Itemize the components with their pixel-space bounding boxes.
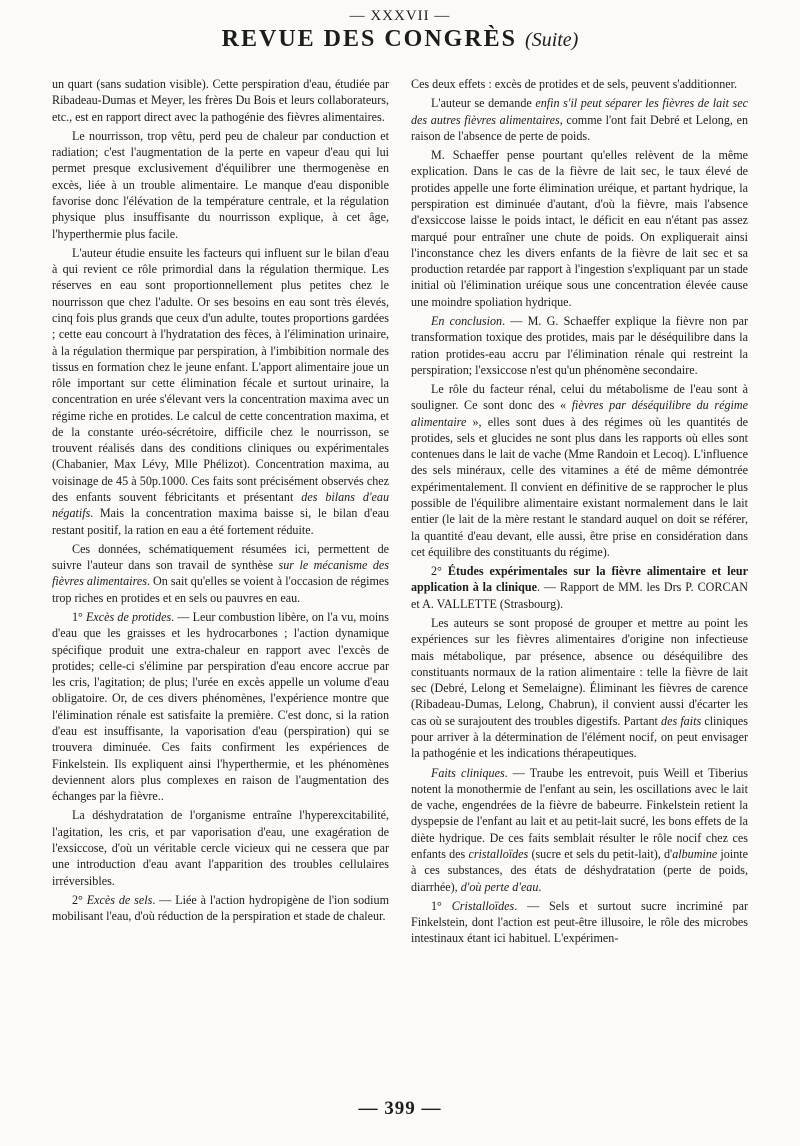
page-number: — 399 — [358, 1098, 442, 1119]
text-run: fièvres par déséquilibre du régime alimentaire [411, 398, 748, 429]
text-run: un quart (sans sudation visible). Cette perspiration d'eau, étudiée par Ribadeau-Dumas et Meyer, les frères Du Bois et leurs collaborateurs, etc., est en rapport direct avec la pathogénie des fièvres alimentaires. [52, 77, 389, 124]
text-run: cliniques pour arriver à la détermination de l'élément nocif, on peut envisager la pathogénie et les indications thérapeutiques. [411, 713, 748, 761]
text-run: albumine [672, 846, 718, 861]
text-run: Les auteurs se sont proposé de grouper et mettre au point les expériences sur les fièvres alimentaires d'origine non infectieuse mais métabolique, par présence, absence ou déséquilibre des constituants normaux de la ration alimentaire : telle la fièvre de lait sec (Debré, Lelong et Semelaigne). Éliminant les fièvres de carence (Ribadeau-Dumas, Lelong, Chabrun), il convient aussi d'écarter les cas où se surajoutent des troubles digestifs. Partant [411, 616, 748, 728]
text-run: En conclusion [431, 313, 503, 328]
text-run: Le rôle du facteur rénal, celui du métabolisme de l'eau sont à souligner. Ce sont donc des « [411, 382, 748, 413]
paragraph [52, 245, 389, 538]
text-run: . — Rapport de MM. les Drs P. CORCAN et A. VALLETTE (Strasbourg). [411, 580, 748, 611]
text-run: d'où perte d'eau [460, 879, 539, 894]
paragraph [411, 563, 748, 612]
paragraph [52, 892, 389, 925]
page-title [0, 26, 800, 53]
text-run: Ces données, schématiquement résumées ici, permettent de suivre l'auteur dans son travail de synthèse [52, 541, 389, 573]
paragraph [411, 76, 748, 92]
paragraph [411, 313, 748, 378]
paragraph [52, 609, 389, 804]
text-run: sur le mécanisme des fièvres alimentaires [52, 558, 389, 589]
text-run: enfin s'il peut séparer les fièvres de lait sec des autres fièvres alimentaires [411, 96, 748, 127]
paragraph [411, 147, 748, 310]
paragraph [411, 615, 748, 762]
text-run: . — Liée à l'action hydropigène de l'ion sodium mobilisant l'eau, d'où réduction de la perspiration et stade de chaleur. [52, 892, 389, 924]
text-run: L'auteur étudie ensuite les facteurs qui influent sur le bilan d'eau à qui revient ce rôle primordial dans la régulation thermique. Les réserves en eau sont proportionnellement plus petites chez le nourrisson que chez l'adulte. Or ses besoins en eau sont très élevés, cinq fois plus grands que ceux d'un adulte, toutes proportions gardées ; cette eau concourt à l'hydratation des fèces, à l'élimination urinaire, à la régulation thermique par perspiration, à l'imbibition normale des tissus en formation chez le jeune enfant. L'apport alimentaire joue un rôle important sur cette élimination fécale et surtout urinaire, la concentration en urée s'élevant vers la concentration maxima avec un régime riche en protides. Le calcul de cette concentration maxima, et de la constante uréo-sécrétoire, difficile chez le nourrisson, se trouvent réalisés dans des conditions cliniques ou expérimentales (Chabanier, Max Lévy, Mlle Phélizot). Concentration maxima, au voisinage de 45 à 50p.1000. Ces faits sont précisément observés chez des enfants souvent fébricitants et présentant [52, 245, 389, 505]
title-suffix: (Suite) [525, 29, 579, 51]
text-run: 2° [72, 892, 87, 907]
text-run: M. Schaeffer pense pourtant qu'elles relèvent de la même explication. Dans le cas de la fièvre de lait sec, le taux élevé de protides appelle une forte élimination uréique, et partant hydrique, la perspiration est diminuée d'autant, d'où la fièvre, mais l'absence d'exsiccose laisse le poids intact, le déficit en eau n'étant pas assez marqué pour entraîner une chute de poids. On expliquerait ainsi l'inconstance chez les divers enfants de la fièvre de lait sec et sa production retardée par rapport à l'ingestion s'expliquant par un stade initial où l'élimination uréique sous une concentration élevée cause une moindre spoliation hydrique. [411, 148, 748, 309]
text-run: L'auteur se demande [431, 96, 536, 111]
paragraph [52, 807, 389, 888]
text-run: . — Leur combustion libère, on l'a vu, moins d'eau que les graisses et les hydrocarbones ; l'action dynamique spécifique produit une extra-chaleur en rapport avec l'excès de protides; celle-ci s'élimine par perspiration d'eau encore accrue par les cris, l'agitation; de plus; l'urée en excès appelle un volume d'eau obligatoire. Or, de ces divers phénomènes, l'expérience montre que l'élimination rénale est satisfaite la première. C'est donc, si la ration d'eau est insuffisante, la vaporisation d'eau (perspiration) qui se trouvera diminuée. Ces faits confirment les expériences de Finkelstein. Ils expliquent ainsi l'hyperthermie, et les phénomènes deviennent alors plus complexes en raison de l'augmentation des échanges par la fièvre.. [52, 610, 389, 804]
text-run: . — Sels et surtout sucre incriminé par Finkelstein, dont l'action est peut-être illusoire, le rôle des microbes intestinaux étant ici habituel. L'expérimen- [411, 898, 748, 946]
paragraph [411, 95, 748, 144]
text-run: Faits cliniques [431, 765, 505, 780]
paragraph [52, 76, 389, 125]
text-run: , comme l'ont fait Debré et Lelong, en raison de l'absence de perte de poids. [411, 112, 748, 143]
text-run: (sucre et sels du petit-lait), d' [528, 846, 673, 861]
text-run: Excès de sels [86, 892, 153, 907]
text-run: des faits [661, 713, 702, 728]
text-run: 2° [431, 564, 448, 579]
text-run: », elles sont dues à des régimes où les quantités de protides, sels et glucides ne sont plus dans les rapports où elles sont contenues dans le lait de vache (Mme Randoin et Lecoq). L'influence des sels minéraux, celle des vitamines a été de même démontrée expérimentalement. Il convient en définitive de se rapprocher le plus possible de l'équilibre alimentaire existant normalement dans le lait entier (le lait de la mère restant le standard auquel on doit se référer, la quantité d'eau devant, elle aussi, être prise en considération dans cet équilibre des constituants du régime). [411, 414, 748, 559]
text-run: . — Traube les entrevoit, puis Weill et Tiberius notent la monothermie de l'enfant au sein, les oscillations avec le lait de vache, engendrées de la fièvre de babeurre. Finkelstein retient la dyspepsie de l'enfant au lait et au petit-lait sucré, les bons effets de la diète hydrique. De ces faits semblait résulter le rôle nocif chez ces enfants des [411, 765, 749, 861]
page-roman-numeral: — XXXVII — [349, 8, 451, 24]
text-run: 1° [72, 610, 87, 624]
title-text: REVUE DES CONGRÈS [221, 26, 518, 52]
text-run: Excès de protides [86, 610, 172, 624]
paragraph [411, 898, 748, 947]
text-run: des bilans d'eau négatifs [52, 490, 389, 521]
text-run: cristalloïdes [468, 846, 529, 861]
text-run: jointe à ces substances, des états de déshydratation (perte de poids, diarrhée), [411, 846, 748, 894]
text-run: . — M. G. Schaeffer explique la fièvre non par transformation toxique des protides, mais par le déséquilibre dans la ration protides-eau accru par l'élimination rénale qui restreint la perspiration; l'exsiccose n'est qu'un phénomène secondaire. [411, 313, 748, 377]
text-run: 1° [431, 898, 452, 913]
text-run: Cristalloïdes [451, 898, 515, 913]
right-column [411, 76, 748, 950]
text-run: Études expérimentales sur la fièvre alimentaire et leur application à la clinique [411, 564, 748, 595]
text-run: Le nourrisson, trop vêtu, perd peu de chaleur par conduction et radiation; c'est l'augmentation de la perte en vapeur d'eau qui lui permet presque exclusivement d'équilibrer une thermogenèse en excès, liée à un trouble alimentaire. Le manque d'eau disponible favorise donc l'élévation de la température centrale, et la régulation physique plus insuffisante du nourrisson explique, à cet âge, l'hyperthermie plus facile. [52, 128, 389, 241]
paragraph [52, 128, 389, 242]
text-run: . Mais la concentration maxima baisse si, le bilan d'eau restant positif, la ration en eau a été fortement réduite. [52, 506, 389, 537]
paragraph [52, 541, 389, 606]
paragraph [411, 381, 748, 560]
text-run: La déshydratation de l'organisme entraîne l'hyperexcitabilité, l'agitation, les cris, et par vaporisation d'eau, une exagération de l'exsiccose, d'où un véritable cercle vicieux qui ne cessera que par une introduction d'eau avant l'apparition des troubles cellulaires irréversibles. [52, 808, 389, 888]
left-column [52, 76, 389, 927]
text-run: Ces deux effets : excès de protides et de sels, peuvent s'additionner. [411, 77, 738, 91]
text-run: . On sait qu'elles se voient à l'occasion de régimes trop riches en protides et en sels ou pauvres en eau. [52, 574, 390, 605]
paragraph [411, 765, 748, 895]
text-run: . [538, 879, 542, 894]
